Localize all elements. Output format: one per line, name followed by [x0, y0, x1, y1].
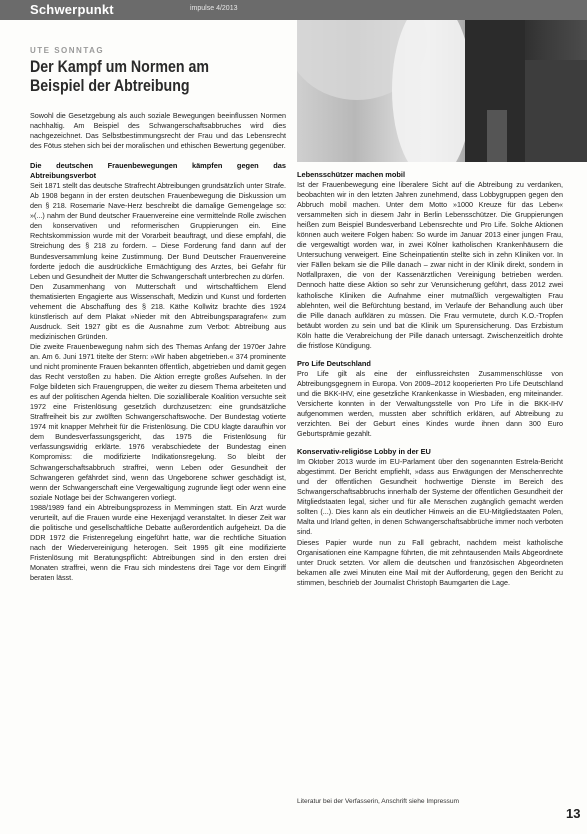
subheading-pro-life: Pro Life Deutschland — [297, 358, 371, 368]
right-column — [297, 170, 563, 588]
intro-paragraph: Sowohl die Gesetzgebung als auch soziale Bewegungen beeinflussen Normen nachhaltig. Am Beispiel des Schwangerschaftsabbruches wird dies nachgezeichnet. Das Selbstbestimmungsrecht der Frau und das Lebensrecht des Fötus stehen sich bei der moralischen und ethischen Bewertung gegenüber. — [30, 111, 286, 151]
literature-credit: Literatur bei der Verfasserin, Anschrift siehe Impressum — [297, 798, 459, 805]
body-paragraph: Ist der Frauenbewegung eine liberalere Sicht auf die Abtreibung zu verdanken, beobachten wir in den letzten Jahren zunehmend, dass Lobbygruppen gegen den Abbruch mobil machen. Unter dem Motto »1000 Kreuze für das Leben« versammelten sich in diesem Jahr in Berlin Lebensschützer. Die Gruppierungen heißen zum Beispiel Bundesverband Lebensrechte und Pro Life. Solche Aktionen können auch weitere Folgen haben: So wurde im Januar 2013 einer jungen Frau, die vergewaltigt worden war, in zwei Kölner katholischen Krankenhäusern die Untersuchung verweigert. Eine Scheinpatientin stellte sich in zehn Kliniken vor. In vier Fällen bekam sie die Pille danach – zwar nicht in der Klinik direkt, sondern in Notfallpraxen, die von der Kassenärztlichen Vereinigung betrieben werden. Dennoch hatte diese Aktion so sehr zur Verunsicherung geführt, dass 2012 zwei katholische Kliniken die Aufnahme einer mutmaßlich vergewaltigten Frau ablehnten, weil die Befürchtung bestand, im Verlaufe der Behandlung auch über die Pille danach aufklären zu müssen. Die Frau vermutete, durch K.O.-Tropfen betäubt worden zu sein und bat die Klinik um Spurensicherung. Das Erzbistum Köln hatte die Verabreichung der Pille danach untersagt. Zwischenzeitlich drohte die fristlose Kündigung. — [297, 180, 563, 350]
body-paragraph: Dieses Papier wurde nun zu Fall gebracht, nachdem meist katholische Organisationen eine Kampagne führten, die mit zehntausenden Mails Abgeordnete unter Druck setzten. Vor allem die deutschen und französischen Abgeordneten bekamen alle zwei Minuten eine Mail mit der Aufforderung, gegen den Bericht zu stimmen, beschrieb der Journalist Christoph Baumgarten die Lage. — [297, 537, 563, 587]
body-paragraph: Den Zusammenhang von Mutterschaft und wirtschaftlichem Elend thematisierten Engagierte aus Wissenschaft, Medizin und Kunst und forderten vehement die Abschaffung des § 218. Käthe Kollwitz brachte dies 1924 künstlerisch auf dem Plakat »Nieder mit den Abtreibungsparagrafen« zum Ausdruck. Seit 1927 gibt es die Ausnahme zum Verbot: Abtreibung aus medizinischen Gründen. — [30, 281, 286, 341]
body-paragraph: 1988/1989 fand ein Abtreibungsprozess in Memmingen statt. Ein Arzt wurde verurteilt, auf die Frauen wurde eine Hexenjagd veranstaltet. In dieser Zeit war die politische und gesellschaftliche Debatte außerordentlich aufgeheizt. Da die DDR 1972 die Fristenregelung eingeführt hatte, war die rechtliche Situation nach der Wiedervereinigung heterogen. Seit 1995 gilt eine modifizierte Fristenlösung mit Beratungspflicht: Abtreibungen sind in den ersten drei Monaten straffrei, wenn die Frau sich mindestens drei Tage vor dem Eingriff beraten lässt. — [30, 502, 286, 583]
page-number: 13 — [566, 806, 581, 821]
body-paragraph: Die zweite Frauenbewegung nahm sich des Themas Anfang der 1970er Jahre an. Am 6. Juni 1971 titelte der Stern: »Wir haben abgetrieben.« 374 prominente und nicht prominente Frauen bekannten öffentlich, abgetrieben und damit gegen das Recht verstoßen zu haben. Die Aktion erregte großes Aufsehen. In der Folge bildeten sich Frauengruppen, die weiter zu diesem Thema arbeiteten und es auf der politischen Agenda hielten. Die sozialliberale Koalition versuchte seit 1972 eine Fristenlösung gesetzlich durchzusetzen: eine grundsätzliche Straffreiheit bis zur zwölften Schwangerschaftswoche. Der Bundestag votierte 1974 mit knapper Mehrheit für die Fristenlösung. Die CDU klagte daraufhin vor dem Bundesverfassungsgericht, das 1975 die Fristenlösung für verfassungswidrig erklärte. 1976 verabschiedete der Bundestag einen Kompromiss: die modifizierte Indikationsregelung. So bleibt der Schwangerschaftsabbruch straffrei, wenn Leben oder Gesundheit der Schwangeren gefährdet sind, wenn das Ungeborene schwer geschädigt ist, wenn der Schwangerschaft eine Vergewaltigung zugrunde liegt oder wenn eine soziale Notlage bei der Schwangeren vorliegt. — [30, 341, 286, 502]
body-paragraph: Seit 1871 stellt das deutsche Strafrecht Abtreibungen grundsätzlich unter Strafe. Ab 1908 begann in der ersten deutschen Frauenbewegung die Diskussion um den § 218. Rosemarie Nave-Herz beschreibt die damalige Gemengelage so: »(...) nahm der Bund deutscher Frauenvereine eine vermittelnde Rolle zwischen den konservativen und reformerischen Gruppierungen ein. Eine Rechtskommission wurde mit der Vorarbeit beauftragt, und diese empfahl, die Streichung des § 218 zu fordern. – Diese Forderung fand dann auf der Bundesversammlung keine Zustimmung. Der Bund Deutscher Frauenvereine forderte jedoch die ausdrückliche Ermächtigung des Arztes, bei Gefahr für Leben und Gesundheit der Mutter die Schwangerschaft unterbrechen zu dürfen. — [30, 181, 286, 281]
section-label: Schwerpunkt — [30, 2, 114, 17]
author-name: UTE SONNTAG — [30, 46, 105, 55]
left-column — [30, 111, 286, 583]
photo-illustration — [297, 20, 587, 162]
body-paragraph: Im Oktober 2013 wurde im EU-Parlament über den sogenannten Estrela-Bericht abgestimmt. Der Bericht empfiehlt, »dass aus Erwägungen der Menschenrechte und der öffentlichen Gesundheit hochwertige Dienste im Bereich des Schwangerschaftsabbruchs innerhalb der Systeme der öffentlichen Gesundheit der Mitgliedstaaten legal, sicher und für alle Menschen zugänglich gemacht werden sollten (...). Dies kann als ein deutlicher Hinweis an die EU-Mitgliedstaaten Polen, Malta und Irland gelten, in denen Schwangerschaftsabbrüche immer noch verboten sind. — [297, 457, 563, 537]
subheading-eu-lobby: Konservativ-religiöse Lobby in der EU — [297, 447, 431, 457]
article-photo — [297, 20, 587, 162]
section-header-bar — [0, 0, 587, 20]
subheading-lebensschuetzer: Lebensschützer machen mobil — [297, 170, 406, 179]
body-paragraph: Pro Life gilt als eine der einflussreichsten Zusammenschlüsse von Abtreibungsgegnern in Europa. Von 2009–2012 kooperierten Pro Life Deutschland und die BKK-IHV, eine gesetzliche Krankenkasse in Wiesbaden, eng miteinander. Versicherte konnten in der Verwaltungsstelle von Pro Life in die BKK-IHV aufgenommen werden, mussten aber schriftlich erklären, auf Abtreibung zu verzichten. Bei der Geburt eines Kindes wurde ihnen dann 300 Euro Geburtsprämie gezahlt. — [297, 368, 563, 439]
article-title: Der Kampf um Normen am Beispiel der Abtreibung — [30, 58, 210, 95]
issue-label: impulse 4/2013 — [190, 5, 238, 12]
subheading-frauenbewegungen: Die deutschen Frauenbewegungen kämpfen gegen das Abtreibungsverbot — [30, 161, 286, 181]
